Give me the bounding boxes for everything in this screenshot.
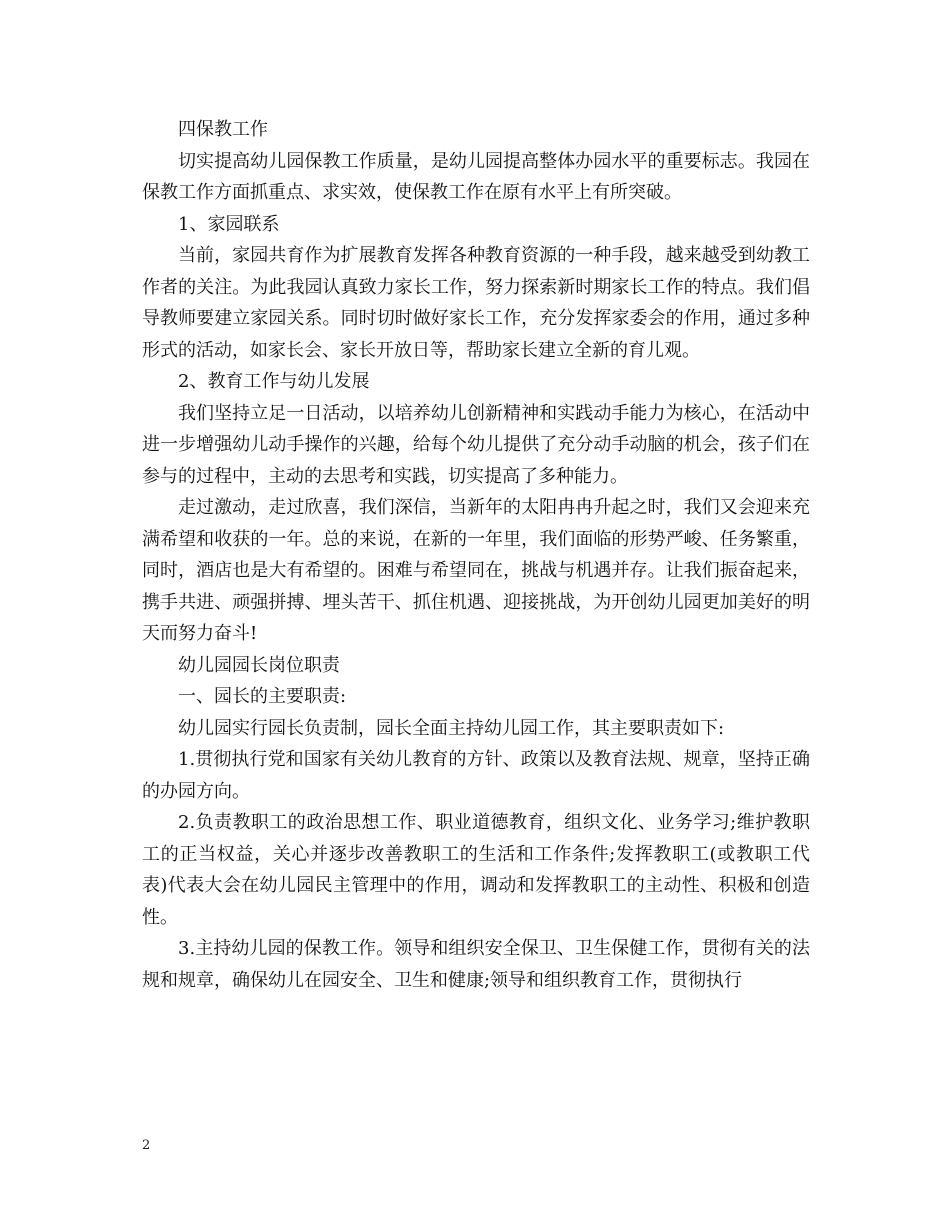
list-item-1: 1.贯彻执行党和国家有关幼儿教育的方针、政策以及教育法规、规章，坚持正确的办园方向。 xyxy=(142,749,810,802)
subheading-jiayuan-lianxi: 1、家园联系 xyxy=(178,213,280,235)
page-number: 2 xyxy=(142,1138,151,1153)
paragraph-baojiao-intro: 切实提高幼儿园保教工作质量，是幼儿园提高整体办园水平的重要标志。我园在保教工作方面抓重点、求实效，使保教工作在原有水平上有所突破。 xyxy=(142,150,810,203)
paragraph-jiaoyu-gongzuo: 我们坚持立足一日活动，以培养幼儿创新精神和实践动手能力为核心，在活动中进一步增强幼儿动手操作的兴趣，给每个幼儿提供了充分动手动脑的机会，孩子们在参与的过程中，主动的去思考和实践，切实提高了多种能力。 xyxy=(142,402,810,487)
list-item-3: 3.主持幼儿园的保教工作。领导和组织安全保卫、卫生保健工作，贯彻有关的法规和规章，确保幼儿在园安全、卫生和健康;领导和组织教育工作，贯彻执行 xyxy=(142,938,810,991)
paragraph-closing: 走过激动，走过欣喜，我们深信，当新年的太阳冉冉升起之时，我们又会迎来充满希望和收获的一年。总的来说，在新的一年里，我们面临的形势严峻、任务繁重，同时，酒店也是大有希望的。困难与希望同在，挑战与机遇并存。让我们振奋起来，携手共进、顽强拼搏、埋头苦干、抓住机遇、迎接挑战，为开创幼儿园更加美好的明天而努力奋斗! xyxy=(142,497,810,644)
subheading-zhuyao-zhize: 一、园长的主要职责: xyxy=(178,686,347,707)
paragraph-jiayuan-lianxi: 当前，家园共育作为扩展教育发挥各种教育资源的一种手段，越来越受到幼教工作者的关注。为此我园认真致力家长工作，努力探索新时期家长工作的特点。我们倡导教师要建立家园关系。同时切时做好家长工作，充分发挥家委会的作用，通过多种形式的活动，如家长会、家长开放日等，帮助家长建立全新的育儿观。 xyxy=(142,245,810,361)
list-item-2: 2.负责教职工的政治思想工作、职业道德教育，组织文化、业务学习;维护教职工的正当权益，关心并逐步改善教职工的生活和工作条件;发挥教职工(或教职工代表)代表大会在幼儿园民主管理中的作用，调动和发挥教职工的主动性、积极和创造性。 xyxy=(142,812,810,928)
section-heading-baojiao: 四保教工作 xyxy=(178,119,268,140)
subheading-jiaoyu-gongzuo: 2、教育工作与幼儿发展 xyxy=(178,371,370,392)
document-body xyxy=(142,114,810,996)
section-heading-yuanzhang: 幼儿园园长岗位职责 xyxy=(178,654,340,676)
paragraph-zhize-intro: 幼儿园实行园长负责制，园长全面主持幼儿园工作，其主要职责如下: xyxy=(178,717,725,739)
